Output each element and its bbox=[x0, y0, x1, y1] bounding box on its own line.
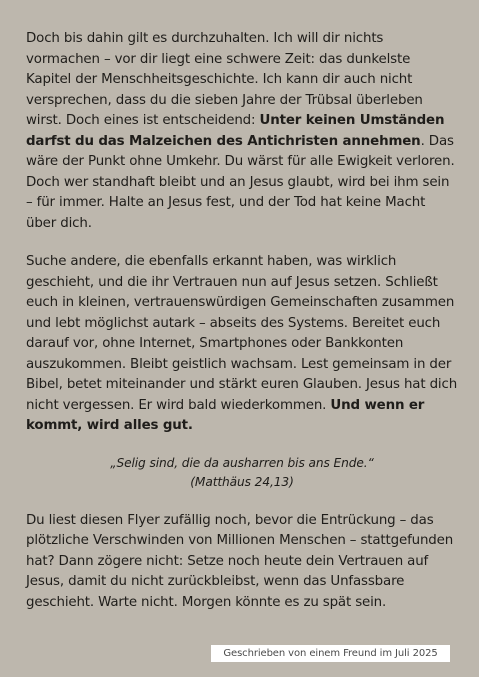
quote-reference: (Matthäus 24,13) bbox=[190, 474, 294, 489]
paragraph-rapture bbox=[26, 511, 458, 614]
flyer-page bbox=[26, 29, 458, 613]
paragraph-endurance-text-b: . Das wäre der Punkt ohne Umkehr. Du wärst für alle Ewigkeit verloren. Doch wer standhaft bleibt und an Jesus glaubt, wird bei ihm sein – für immer. Halte an Jesus fest, und der Tod hat keine Macht über dich. bbox=[26, 133, 455, 231]
paragraph-community bbox=[26, 252, 458, 437]
paragraph-rapture-text: Du liest diesen Flyer zufällig noch, bevor die Entrückung – das plötzliche Verschwinden von Millionen Menschen – stattgefunden hat? Dann zögere nicht: Setze noch heute dein Vertrauen auf Jesus, damit du nicht zurückbleibst, wenn das Unfassbare geschieht. Warte nicht. Morgen könnte es zu spät sein. bbox=[26, 512, 454, 610]
bible-quote bbox=[26, 454, 458, 492]
quote-line: „Selig sind, die da ausharren bis ans Ende.“ bbox=[110, 455, 374, 470]
paragraph-endurance bbox=[26, 29, 458, 234]
paragraph-community-text: Suche andere, die ebenfalls erkannt haben, was wirklich geschieht, und die ihr Vertrauen nun auf Jesus setzen. Schließt euch in kleinen, vertrauenswürdigen Gemeinschaften zusammen und lebt möglichst autark – abseits des Systems. Bereitet euch darauf vor, ohne Internet, Smartphones oder Bankkonten auszukommen. Bleibt geistlich wachsam. Lest gemeinsam in der Bibel, betet miteinander und stärkt euren Glauben. Jesus hat dich nicht vergessen. Er wird bald wiederkommen. bbox=[26, 254, 458, 413]
author-footer: Geschrieben von einem Freund im Juli 2025 bbox=[211, 645, 450, 662]
paragraph-endurance-text-a: Doch bis dahin gilt es durchzuhalten. Ich will dir nichts vormachen – vor dir liegt eine schwere Zeit: das dunkelste Kapitel der Menschheitsgeschichte. Ich kann dir auch nicht versprechen, dass du die sieben Jahre der Trübsal überleben wirst. Doch eines ist entscheidend: bbox=[26, 31, 423, 128]
return-promise: Und wenn er kommt, wird alles gut. bbox=[26, 397, 425, 433]
mark-of-beast-warning: Unter keinen Umständen darfst du das Malzeichen des Antichristen annehmen bbox=[26, 113, 445, 149]
